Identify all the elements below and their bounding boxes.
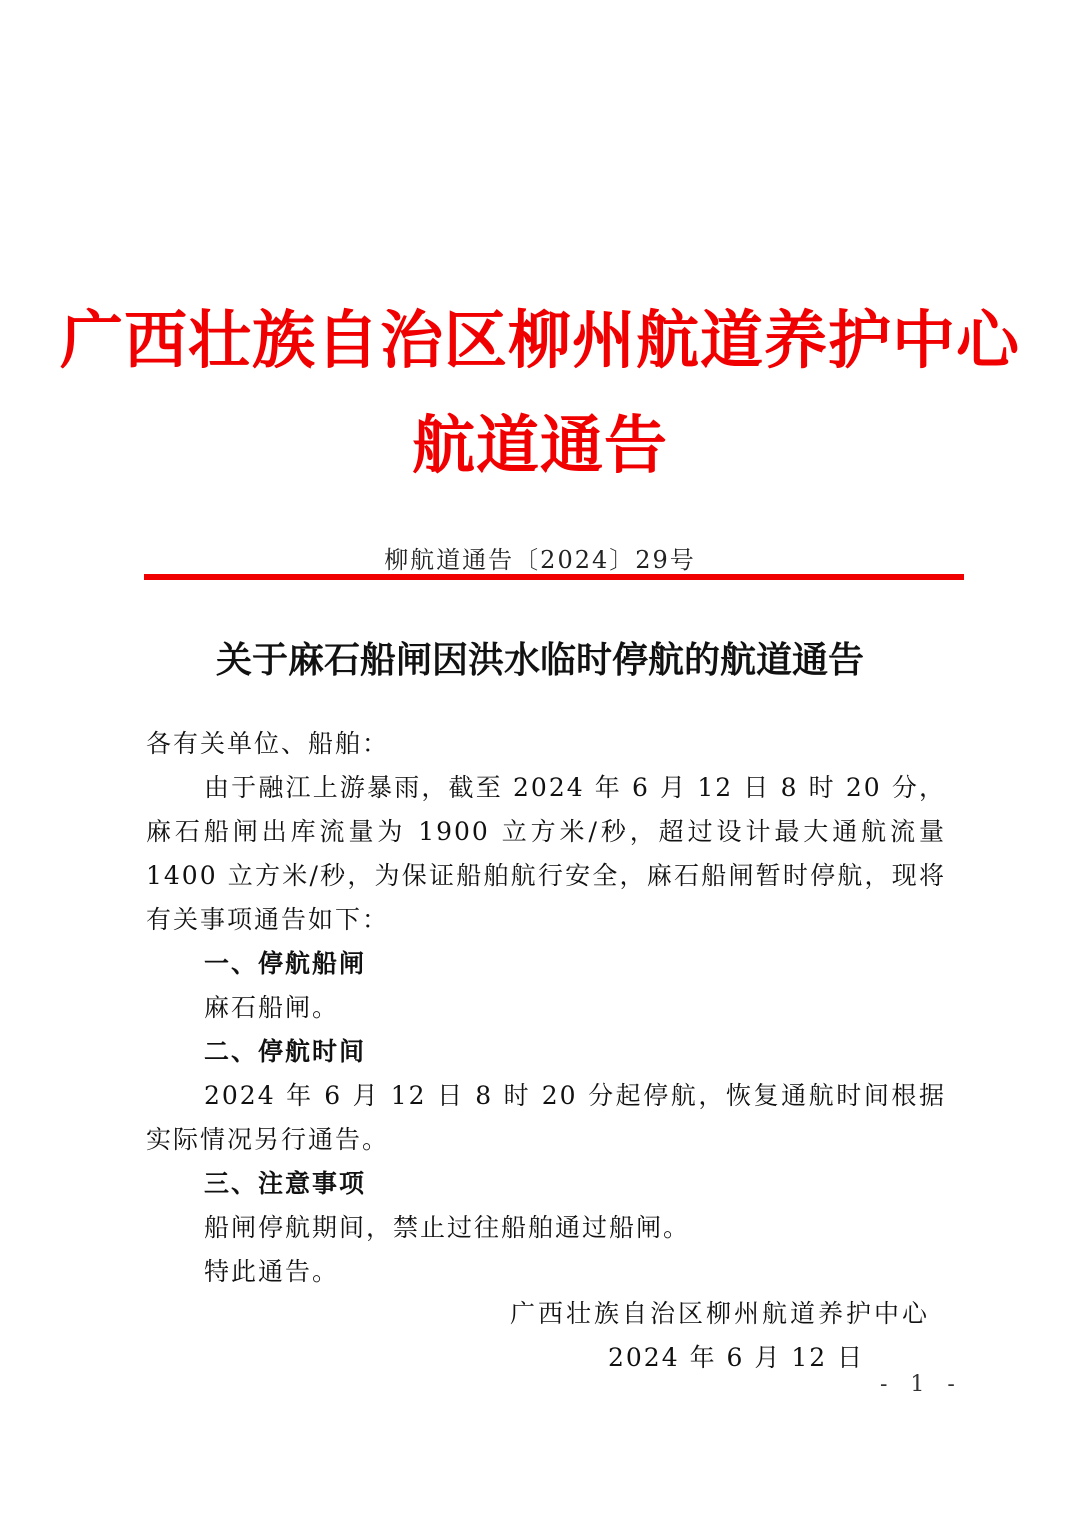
signature-date: 2024 年 6 月 12 日	[608, 1343, 865, 1372]
org-title: 广西壮族自治区柳州航道养护中心	[60, 303, 1020, 377]
section-heading-3: 三、注意事项	[204, 1169, 367, 1198]
red-divider	[144, 574, 964, 580]
closing-line: 特此通告。	[204, 1257, 340, 1286]
section-content-3: 船闸停航期间，禁止过往船舶通过船闸。	[204, 1213, 691, 1242]
section-heading-1: 一、停航船闸	[204, 949, 367, 978]
doc-number: 柳航道通告〔2024〕29号	[384, 546, 696, 574]
signature-org: 广西壮族自治区柳州航道养护中心	[510, 1299, 931, 1328]
doc-type-title: 航道通告	[412, 408, 668, 482]
notice-subject: 关于麻石船闸因洪水临时停航的航道通告	[215, 639, 864, 681]
section-content-2: 2024 年 6 月 12 日 8 时 20 分起停航，恢复通航时间根据实际情况另行通告。	[146, 1081, 946, 1154]
notice-body	[146, 722, 946, 1294]
salutation: 各有关单位、船舶：	[146, 729, 390, 758]
intro-paragraph: 由于融江上游暴雨，截至 2024 年 6 月 12 日 8 时 20 分，麻石船闸出库流量为 1900 立方米/秒，超过设计最大通航流量 1400 立方米/秒，为保证船舶航行安全，麻石船闸暂时停航，现将有关事项通告如下：	[146, 773, 946, 934]
section-heading-2: 二、停航时间	[204, 1037, 367, 1066]
page-number: - 1 -	[880, 1372, 963, 1397]
section-content-1: 麻石船闸。	[204, 993, 340, 1022]
